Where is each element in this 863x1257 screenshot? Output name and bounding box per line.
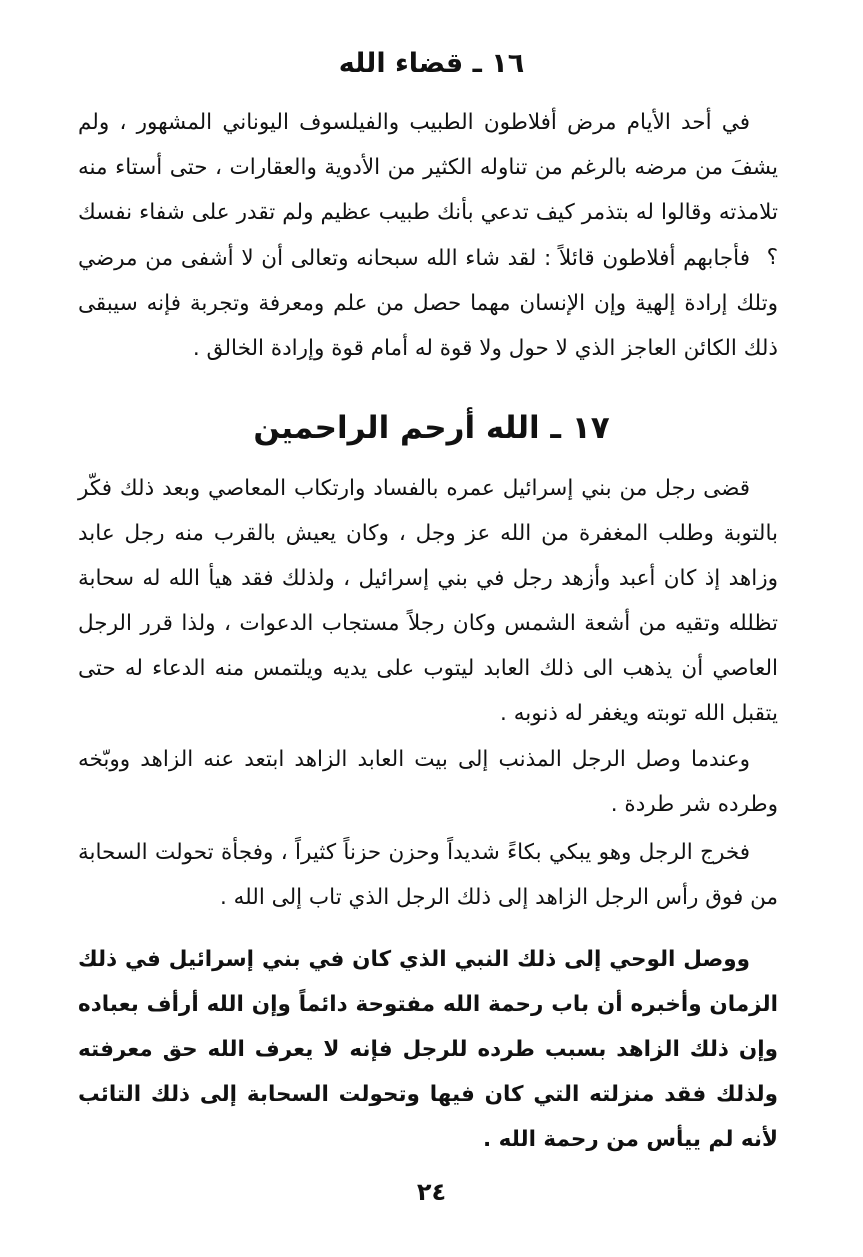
- story-17-paragraph-3: فخرج الرجل وهو يبكي بكاءً شديداً وحزن حزناً كثيراً ، وفجأة تحولت السحابة من فوق رأس الرجل الزاهد إلى ذلك الرجل الذي تاب إلى الله .: [78, 840, 778, 910]
- page-number: ٢٤: [416, 1178, 447, 1206]
- story-17-paragraph-1: قضى رجل من بني إسرائيل عمره بالفساد وارتكاب المعاصي وبعد ذلك فكّر بالتوبة وطلب المغفرة من الله عز وجل ، وكان يعيش بالقرب منه رجل عابد وزاهد إذ كان أعبد وأزهد رجل في بني إسرائيل ، ولذلك فقد هيأ الله له سحابة تظلله وتقيه من أشعة الشمس وكان رجلاً مستجاب الدعوات ، ولذا قرر الرجل العاصي أن يذهب الى ذلك العابد ليتوب على يديه ويلتمس منه الدعاء له حتى يتقبل الله توبته ويغفر له ذنوبه .: [78, 476, 778, 726]
- story-17-paragraph-2: وعندما وصل الرجل المذنب إلى بيت العابد الزاهد ابتعد عنه الزاهد ووبّخه وطرده شر طردة .: [78, 747, 778, 817]
- story-16-paragraph-1: في أحد الأيام مرض أفلاطون الطبيب والفيلسوف اليوناني المشهور ، ولم يشفَ من مرضه بالرغم من تناوله الكثير من الأدوية والعقارات ، حتى أستاء منه تلامذته وقالوا له بتذمر كيف تدعي بأنك طبيب عظيم ولم تقدر على شفاء نفسك ؟: [78, 110, 778, 270]
- story-16-title: ١٦ ـ قضاء الله: [338, 48, 525, 79]
- story-16-paragraph-2: فأجابهم أفلاطون قائلاً : لقد شاء الله سبحانه وتعالى أن لا أشفى من مرضي وتلك إرادة إلهية وإن الإنسان مهما حصل من علم ومعرفة وتجربة فإنه سيبقى ذلك الكائن العاجز الذي لا حول ولا قوة له أمام قوة وإرادة الخالق .: [78, 246, 778, 361]
- story-17-paragraph-4: ووصل الوحي إلى ذلك النبي الذي كان في بني إسرائيل في ذلك الزمان وأخبره أن باب رحمة الله مفتوحة دائماً وإن الله أرأف بعباده وإن ذلك الزاهد بسبب طرده للرجل فإنه لا يعرف الله حق معرفته ولذلك فقد منزلته التي كان فيها وتحولت السحابة إلى ذلك التائب لأنه لم ييأس من رحمة الله .: [78, 947, 778, 1152]
- story-17-title: ١٧ ـ الله أرحم الراحمين: [253, 410, 610, 446]
